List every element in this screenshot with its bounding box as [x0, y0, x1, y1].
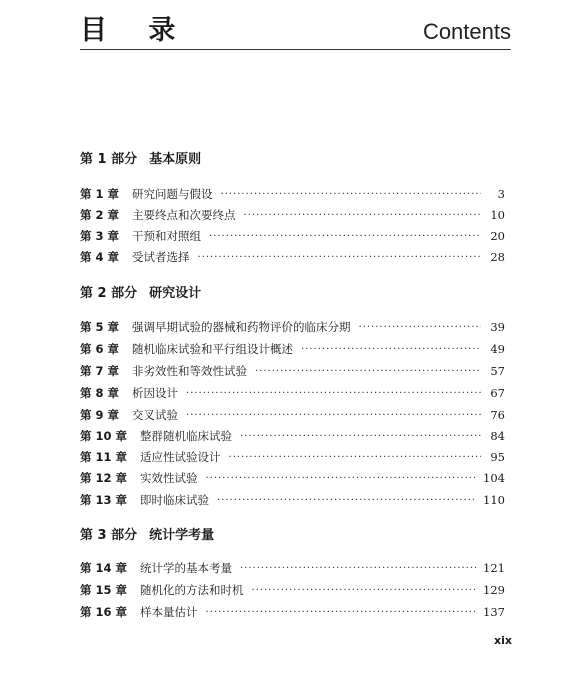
dot-leader [209, 231, 481, 242]
chapter-number: 第 5 章 [80, 320, 120, 334]
chapter-title: 受试者选择 [132, 250, 190, 264]
toc-entry[interactable] [80, 340, 505, 358]
page-number: 76 [490, 408, 505, 422]
toc-entry[interactable] [80, 227, 505, 245]
chapter-number: 第 16 章 [80, 605, 128, 619]
chapter-number: 第 4 章 [80, 250, 120, 264]
dot-leader [206, 473, 478, 484]
page-folio: xix [494, 634, 512, 647]
page-number: 95 [490, 450, 505, 464]
page-number: 57 [490, 364, 505, 378]
dot-leader [186, 410, 481, 421]
dot-leader [255, 366, 481, 377]
part-heading-1 [80, 151, 201, 169]
chapter-number: 第 11 章 [80, 450, 128, 464]
toc-entry[interactable] [80, 469, 505, 487]
page-number: 129 [483, 583, 505, 597]
dot-leader [229, 452, 481, 463]
part-label: 第 2 部分 [80, 286, 138, 301]
toc-entry[interactable] [80, 491, 505, 509]
chapter-title: 整群随机临床试验 [140, 429, 233, 443]
chapter-number: 第 12 章 [80, 471, 128, 485]
chapter-title: 随机临床试验和平行组设计概述 [132, 342, 294, 356]
toc-entry[interactable] [80, 362, 505, 380]
chapter-number: 第 7 章 [80, 364, 120, 378]
chapter-title: 统计学的基本考量 [140, 561, 233, 575]
page-number: 28 [490, 250, 505, 264]
chapter-title: 主要终点和次要终点 [132, 208, 236, 222]
chapter-number: 第 10 章 [80, 429, 128, 443]
part-label: 第 3 部分 [80, 528, 138, 543]
chapter-title: 析因设计 [132, 386, 179, 400]
dot-leader [240, 563, 477, 574]
page-number: 84 [490, 429, 505, 443]
chapter-title: 即时临床试验 [140, 493, 210, 507]
dot-leader [186, 388, 481, 399]
toc-entry[interactable] [80, 185, 505, 203]
dot-leader [221, 189, 481, 200]
toc-entry[interactable] [80, 603, 505, 621]
page-number: 3 [497, 187, 505, 201]
chapter-number: 第 13 章 [80, 493, 128, 507]
dot-leader [217, 495, 477, 506]
chapter-title: 研究问题与假设 [132, 187, 213, 201]
chapter-number: 第 8 章 [80, 386, 120, 400]
chapter-number: 第 1 章 [80, 187, 120, 201]
chapter-number: 第 9 章 [80, 408, 120, 422]
page-number: 20 [490, 229, 505, 243]
toc-entry[interactable] [80, 406, 505, 424]
page-number: 110 [483, 493, 505, 507]
chapter-number: 第 6 章 [80, 342, 120, 356]
page-number: 39 [490, 320, 505, 334]
chapter-number: 第 3 章 [80, 229, 120, 243]
dot-leader [206, 607, 478, 618]
dot-leader [244, 210, 481, 221]
chapter-title: 交叉试验 [132, 408, 179, 422]
toc-entry[interactable] [80, 318, 505, 336]
toc-entry[interactable] [80, 581, 505, 599]
dot-leader [240, 431, 481, 442]
page-number: 67 [490, 386, 505, 400]
toc-entry[interactable] [80, 206, 505, 224]
page-number: 121 [483, 561, 505, 575]
chapter-title: 适应性试验设计 [140, 450, 221, 464]
chapter-title: 实效性试验 [140, 471, 198, 485]
page-number: 137 [483, 605, 505, 619]
chapter-number: 第 15 章 [80, 583, 128, 597]
chapter-title: 干预和对照组 [132, 229, 202, 243]
chapter-title: 样本量估计 [140, 605, 198, 619]
dot-leader [252, 585, 478, 596]
toc-entry[interactable] [80, 448, 505, 466]
page-number: 49 [490, 342, 505, 356]
chapter-number: 第 2 章 [80, 208, 120, 222]
dot-leader [359, 322, 481, 333]
part-heading-2 [80, 285, 201, 303]
page-number: 10 [490, 208, 505, 222]
part-title: 研究设计 [149, 286, 202, 301]
chapter-title: 非劣效性和等效性试验 [132, 364, 248, 378]
part-title: 基本原则 [149, 152, 202, 167]
chapter-title: 强调早期试验的器械和药物评价的临床分期 [132, 320, 351, 334]
page-number: 104 [483, 471, 505, 485]
part-title: 统计学考量 [149, 528, 215, 543]
header-rule [80, 49, 511, 50]
dot-leader [198, 252, 481, 263]
toc-entry[interactable] [80, 559, 505, 577]
contents-title-chinese: 目 录 [80, 15, 192, 46]
chapter-title: 随机化的方法和时机 [140, 583, 244, 597]
toc-entry[interactable] [80, 427, 505, 445]
page-header [80, 14, 511, 52]
toc-entry[interactable] [80, 248, 505, 266]
part-heading-3 [80, 527, 214, 545]
part-label: 第 1 部分 [80, 152, 138, 167]
chapter-number: 第 14 章 [80, 561, 128, 575]
dot-leader [301, 344, 481, 355]
contents-title-english: Contents [422, 19, 511, 44]
toc-entry[interactable] [80, 384, 505, 402]
